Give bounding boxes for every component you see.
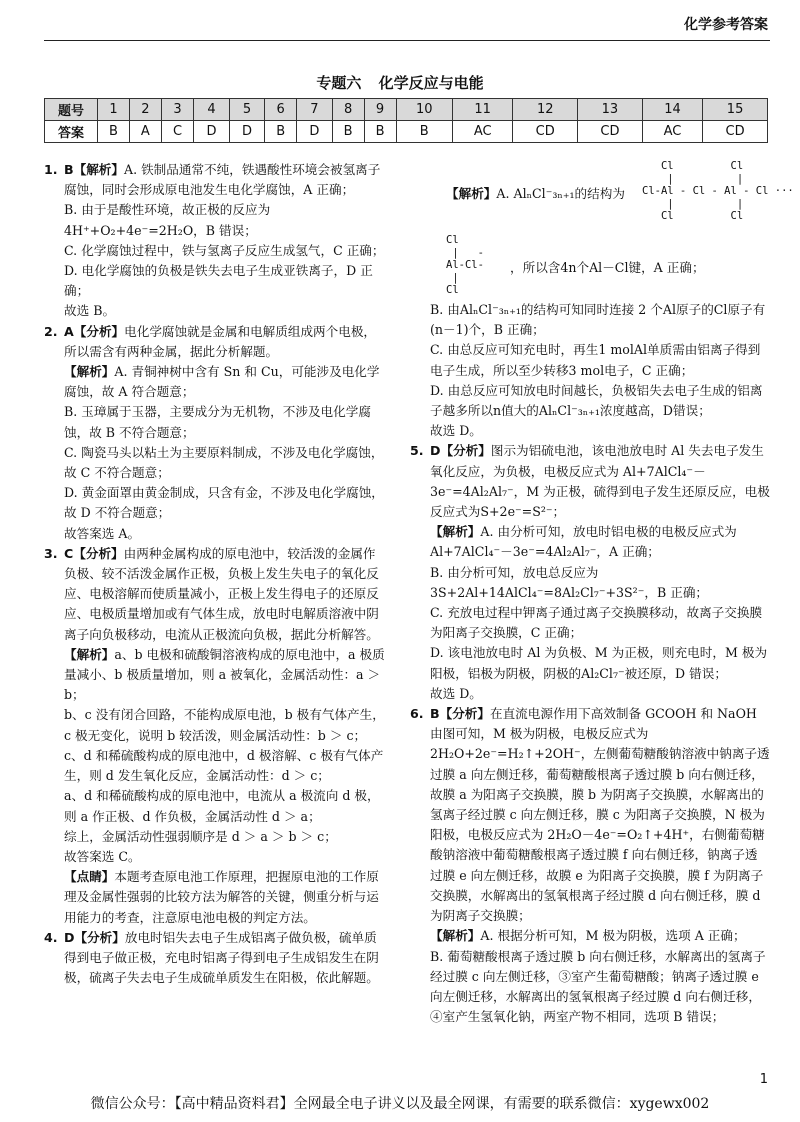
row-label-answer: 答案 bbox=[45, 121, 98, 143]
question-answer: A bbox=[64, 323, 74, 339]
answer-cell: A bbox=[129, 121, 161, 143]
explanation-line: C. 陶瓷马头以粘土为主要原料制成，不涉及电化学腐蚀，故 C 不符合题意； bbox=[64, 444, 384, 481]
question-1-intro bbox=[64, 160, 388, 200]
analysis-text: 放电时铝失去电子生成铝离子做负极，硫单质得到电子做正极，充电时铝离子得到电子生成铝发生在阴极，硫离子失去电子生成硫单质发生在阳极，依此解题。 bbox=[64, 929, 379, 986]
explanation-line bbox=[64, 645, 388, 706]
question-4-continued bbox=[414, 160, 794, 441]
conclusion-line: 故选 D。 bbox=[430, 423, 482, 439]
question-2-intro bbox=[64, 322, 388, 362]
header-divider bbox=[44, 40, 770, 41]
answer-cell: B bbox=[265, 121, 297, 143]
explanation-line: C. 化学腐蚀过程中，铁与氢离子反应生成氢气，C 正确； bbox=[64, 242, 385, 258]
answer-cell: D bbox=[194, 121, 229, 143]
answer-table-number-row bbox=[45, 99, 768, 121]
explanation-text: A. 根据分析可知，M 极为阴极，选项 A 正确； bbox=[480, 928, 746, 944]
question-number: 1 bbox=[98, 99, 130, 121]
question-number-label: 4. bbox=[44, 929, 58, 945]
analysis-tag: 【解析】 bbox=[73, 162, 124, 177]
analysis-tag: 【分析】 bbox=[439, 706, 490, 722]
question-number: 13 bbox=[578, 99, 643, 121]
answer-cell: B bbox=[396, 121, 453, 143]
analysis-tag: 【分析】 bbox=[74, 929, 125, 945]
question-3 bbox=[44, 544, 388, 928]
conclusion-line: 故选 B。 bbox=[64, 303, 116, 319]
conclusion-line: 故答案选 A。 bbox=[64, 525, 141, 541]
explanation-line: a、d 和稀硫酸构成的原电池中，电流从 a 极流向 d 极，则 a 作正极、d 作负极，金属活动性 d ＞ a； bbox=[64, 788, 380, 824]
explanation-line bbox=[430, 522, 770, 562]
explanation-line bbox=[430, 926, 770, 946]
question-3-intro bbox=[64, 544, 388, 645]
subject-header: 化学参考答案 bbox=[684, 17, 768, 33]
question-6-intro bbox=[430, 704, 770, 926]
question-number-label: 6. bbox=[410, 706, 424, 722]
analysis-tag: 【分析】 bbox=[73, 323, 125, 339]
structure-line-2 bbox=[430, 234, 770, 300]
solution-tag: 【解析】 bbox=[446, 186, 497, 201]
question-answer: C bbox=[64, 545, 74, 561]
question-number: 8 bbox=[332, 99, 364, 121]
explanation-line: A. 铁制品通常不纯，铁遇酸性环境会被氢离子腐蚀，同时会形成原电池发生电化学腐蚀，A 正确； bbox=[64, 162, 381, 198]
explanation-line: D. 电化学腐蚀的负极是铁失去电子生成亚铁离子，D 正确； bbox=[64, 263, 373, 299]
page-number: 1 bbox=[759, 1072, 768, 1087]
question-5-intro bbox=[430, 441, 770, 522]
answer-cell: AC bbox=[642, 121, 702, 143]
question-number: 3 bbox=[161, 99, 193, 121]
question-answer: B bbox=[430, 706, 440, 722]
question-4-intro bbox=[64, 928, 388, 989]
unit-structure-formula: Cl | - Al-Cl- | Cl bbox=[446, 234, 484, 296]
question-number: 2 bbox=[129, 99, 161, 121]
question-number-label: 2. bbox=[44, 323, 58, 339]
section-title bbox=[0, 72, 800, 93]
explanation-line: C. 充放电过程中钾离子通过离子交换膜移动，故离子交换膜为阳离子交换膜，C 正确； bbox=[430, 605, 763, 641]
question-number: 6 bbox=[265, 99, 297, 121]
explanation-line: B. 由于是酸性环境，故正极的反应为 4H⁺+O₂+4e⁻=2H₂O，B 错误； bbox=[64, 202, 271, 238]
question-1 bbox=[44, 160, 388, 322]
answer-cell: B bbox=[332, 121, 364, 143]
row-label-number: 题号 bbox=[45, 99, 98, 121]
question-number: 12 bbox=[513, 99, 578, 121]
chain-structure-formula: Cl Cl | | Cl-Al - Cl - Al - Cl ··· | | Cl Cl bbox=[642, 160, 794, 222]
solution-tag: 【解析】 bbox=[64, 646, 115, 662]
note-line bbox=[64, 867, 388, 928]
analysis-text: 图示为铝硫电池，该电池放电时 Al 失去电子发生氧化反应，为负极，电极反应式为 Al+7AlCl₄⁻－3e⁻=4Al₂Al₇⁻，M 为正极，硫得到电子发生还原反应，电极反应式为S+2e⁻=S²⁻； bbox=[430, 443, 770, 520]
analysis-text: 在直流电源作用下高效制备 GCOOH 和 NaOH 由图可知，M 极为阴极，电极反应式为 2H₂O+2e⁻=H₂↑+2OH⁻，左侧葡萄糖酸钠溶液中钠离子透过膜 a 向左侧迁移，葡萄糖酸根离子透过膜 b 向右侧迁移，故膜 a 为阳离子交换膜，膜 b 为阴离子交换膜，水解离出的氢离子经过膜 c 向左侧迁移，膜 c 为阳离子交换膜，N 极为阳极，电极反应式为 2H₂O－4e⁻=O₂↑+4H⁺，右侧葡萄糖酸钠溶液中葡萄糖酸根离子透过膜 f 向右侧迁移，钠离子透过膜 e 向左侧迁移，故膜 e 为阳离子交换膜，膜 f 为阴离子交换膜，水解离出的氢氧根离子经过膜 d 向右侧迁移，膜 d 为阴离子交换膜； bbox=[430, 706, 770, 924]
explanation-line: c、d 和稀硫酸构成的原电池中，d 极溶解、c 极有气体产生，则 d 发生氧化反应，金属活动性：d ＞ c； bbox=[64, 747, 384, 784]
question-number: 14 bbox=[642, 99, 702, 121]
explanation-text: A. 青铜神树中含有 Sn 和 Cu，可能涉及电化学腐蚀，故 A 符合题意； bbox=[64, 364, 380, 400]
solution-tag: 【解析】 bbox=[64, 364, 115, 380]
solution-tag: 【解析】 bbox=[430, 524, 481, 540]
structure-tail-text: ，所以含4n个Al－Cl键，A 正确； bbox=[510, 260, 705, 275]
question-number: 10 bbox=[396, 99, 453, 121]
answer-cell: C bbox=[161, 121, 193, 143]
structure-line-1 bbox=[430, 160, 794, 234]
analysis-text: 由两种金属构成的原电池中，较活泼的金属作负极、较不活泼金属作正极，负极上发生失电子的氧化反应、电极溶解而使质量减小，正极上发生得电子的还原反应、电极质量增加或有气体生成，放电时电解质溶液中阴离子向负极移动，电流从正极流向负极，据此分析解答。 bbox=[64, 545, 379, 642]
left-column bbox=[44, 160, 388, 988]
explanation-line: C. 由总反应可知充电时，再生1 molAl单质需由铝离子得到电子生成，所以至少转移3 mol电子，C 正确； bbox=[430, 342, 761, 378]
answer-cell: D bbox=[229, 121, 264, 143]
analysis-text: 电化学腐蚀就是金属和电解质组成两个电极，所以需含有两种金属，据此分析解题。 bbox=[64, 323, 376, 359]
question-number: 7 bbox=[297, 99, 332, 121]
answer-cell: CD bbox=[578, 121, 643, 143]
explanation-line: B. 由AlₙCl⁻₃ₙ₊₁的结构可知同时连接 2 个Al原子的Cl原子有(n－1)个，B 正确； bbox=[430, 302, 766, 338]
answer-cell: B bbox=[98, 121, 130, 143]
answer-cell: AC bbox=[453, 121, 513, 143]
explanation-line bbox=[64, 362, 388, 402]
question-answer: B bbox=[64, 162, 74, 177]
footer-banner: 微信公众号：【高中精品资料君】全网最全电子讲义以及最全网课，有需要的联系微信：xygewx002 bbox=[90, 1096, 710, 1112]
explanation-line: 综上，金属活动性强弱顺序是 d ＞ a ＞ b ＞ c； bbox=[64, 828, 337, 844]
question-number: 9 bbox=[364, 99, 396, 121]
question-answer: D bbox=[430, 443, 441, 459]
question-number: 15 bbox=[703, 99, 768, 121]
explanation-text: A. 由分析可知，放电时铝电极的电极反应式为Al+7AlCl₄⁻－3e⁻=4Al₂Al₇⁻，A 正确； bbox=[430, 524, 737, 560]
question-number-label: 5. bbox=[410, 443, 424, 459]
conclusion-line: 故选 D。 bbox=[430, 685, 482, 701]
section-title-number: 专题六 bbox=[316, 74, 362, 92]
explanation-line: b、c 没有闭合回路，不能构成原电池，b 极有气体产生，c 极无变化，说明 b 较活泼，则金属活动性：b ＞ c； bbox=[64, 707, 385, 743]
solution-tag: 【解析】 bbox=[430, 928, 481, 944]
question-5 bbox=[410, 441, 770, 704]
answer-cell: B bbox=[364, 121, 396, 143]
right-column bbox=[410, 160, 794, 1027]
explanation-text: a、b 电极和硫酸铜溶液构成的原电池中，a 极质量减小、b 极质量增加，则 a 被氧化，金属活动性：a ＞ b； bbox=[64, 646, 385, 703]
answer-cell: D bbox=[297, 121, 332, 143]
question-4 bbox=[44, 928, 388, 989]
answer-table-answer-row bbox=[45, 121, 768, 143]
question-answer: D bbox=[64, 929, 75, 945]
question-number-label: 1. bbox=[44, 162, 58, 177]
analysis-tag: 【分析】 bbox=[73, 545, 124, 561]
question-number: 11 bbox=[453, 99, 513, 121]
structure-text: A. AlₙCl⁻₃ₙ₊₁的结构为 bbox=[496, 186, 625, 201]
question-number: 4 bbox=[194, 99, 229, 121]
explanation-line: D. 黄金面罩由黄金制成，只含有金，不涉及电化学腐蚀，故 D 不符合题意； bbox=[64, 485, 384, 521]
explanation-line: D. 该电池放电时 Al 为负极、M 为正极，则充电时，M 极为阳极，铝极为阴极，阴极的Al₂Cl₇⁻被还原，D 错误； bbox=[430, 645, 768, 681]
explanation-line: B. 由分析可知，放电总反应为 3S+2Al+14AlCl₄⁻=8Al₂Cl₇⁻+3S²⁻，B 正确； bbox=[430, 564, 709, 600]
section-title-text: 化学反应与电能 bbox=[378, 74, 484, 92]
analysis-tag: 【分析】 bbox=[440, 443, 491, 459]
explanation-line: B. 玉璋属于玉器，主要成分为无机物，不涉及电化学腐蚀，故 B 不符合题意； bbox=[64, 404, 371, 440]
note-text: 本题考查原电池工作原理，把握原电池的工作原理及金属性强弱的比较方法为解答的关键，侧重分析与运用能力的考查，注意原电池电极的判定方法。 bbox=[64, 869, 379, 925]
question-6 bbox=[410, 704, 770, 1027]
question-number-label: 3. bbox=[44, 545, 58, 561]
answer-table bbox=[44, 98, 768, 143]
question-number: 5 bbox=[229, 99, 264, 121]
explanation-line: D. 由总反应可知放电时间越长，负极铝失去电子生成的铝离子越多所以n值大的AlₙCl⁻₃ₙ₊₁浓度越高，D错误； bbox=[430, 382, 763, 419]
answer-cell: CD bbox=[513, 121, 578, 143]
question-2 bbox=[44, 322, 388, 544]
conclusion-line: 故答案选 C。 bbox=[64, 848, 141, 864]
note-tag: 【点睛】 bbox=[64, 869, 115, 885]
explanation-line: B. 葡萄糖酸根离子透过膜 b 向右侧迁移，水解离出的氢离子经过膜 c 向左侧迁移，③室产生葡萄糖酸；钠离子透过膜 e 向左侧迁移，水解离出的氢氧根离子经过膜 d 向右侧迁移，④室产生氢氧化钠，两室产物不相同，选项 B 错误； bbox=[430, 948, 766, 1025]
answer-cell: CD bbox=[703, 121, 768, 143]
